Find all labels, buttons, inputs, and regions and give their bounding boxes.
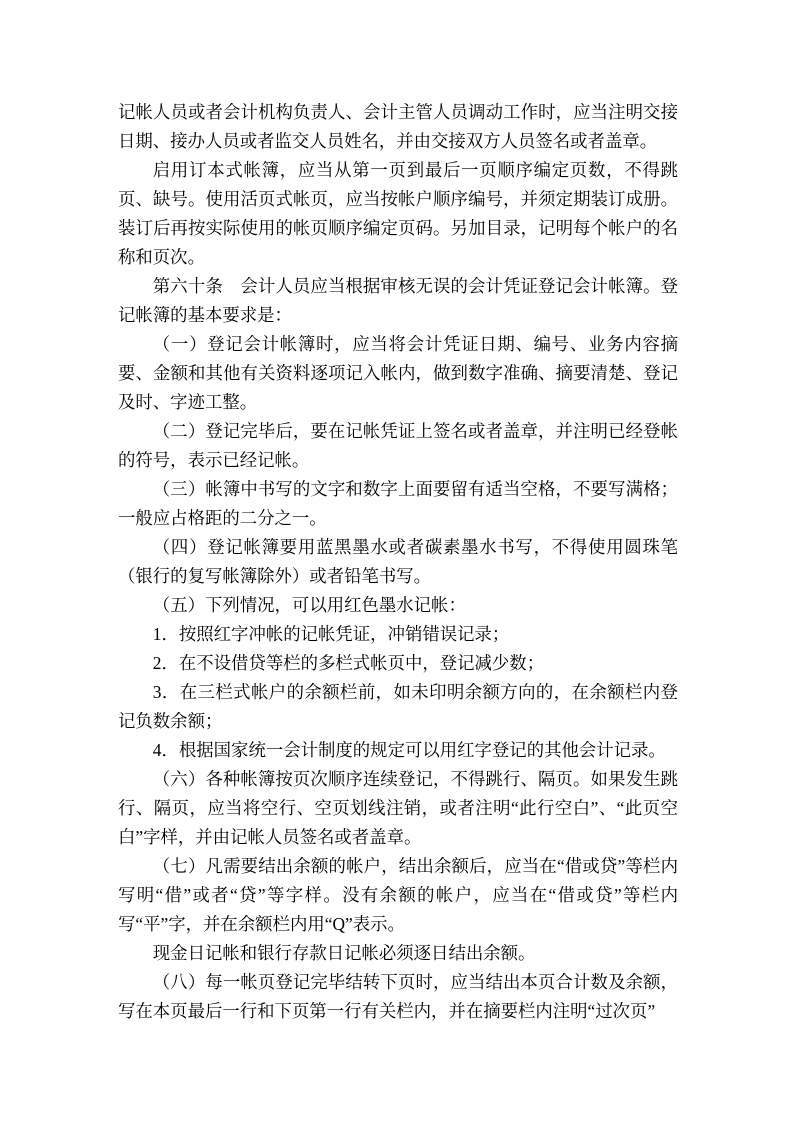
paragraph-item-5-sub-4: 4．根据国家统一会计制度的规定可以用红字登记的其他会计记录。 (152, 740, 666, 760)
paragraph-item-2: （二）登记完毕后，要在记帐凭证上签名或者盖章，并注明已经登帐的符号，表示已经记帐。 (118, 421, 678, 470)
paragraph-bound-books-numbering: 启用订本式帐簿，应当从第一页到最后一页顺序编定页数，不得跳页、缺号。使用活页式帐页，应当按帐户顺序编号，并须定期装订成册。装订后再按实际使用的帐页顺序编定页码。另加目录，记明每个帐户的名称和页次。 (118, 160, 678, 267)
paragraph-article-60-intro: 第六十条 会计人员应当根据审核无误的会计凭证登记会计帐簿。登记帐簿的基本要求是： (118, 276, 678, 325)
document-body (118, 98, 678, 1026)
paragraph-item-4: （四）登记帐簿要用蓝黑墨水或者碳素墨水书写，不得使用圆珠笔（银行的复写帐簿除外）或者铅笔书写。 (118, 537, 678, 586)
paragraph-item-5-sub-3: 3．在三栏式帐户的余额栏前，如未印明余额方向的，在余额栏内登记负数余额； (118, 682, 678, 731)
paragraph-item-5-sub-1: 1．按照红字冲帐的记帐凭证，冲销错误记录； (152, 624, 510, 644)
paragraph-item-6: （六）各种帐簿按页次顺序连续登记，不得跳行、隔页。如果发生跳行、隔页，应当将空行、空页划线注销，或者注明“此行空白”、“此页空白”字样，并由记帐人员签名或者盖章。 (118, 769, 678, 847)
paragraph-item-7: （七）凡需要结出余额的帐户，结出余额后，应当在“借或贷”等栏内写明“借”或者“贷”等字样。没有余额的帐户，应当在“借或贷”等栏内写“平”字，并在余额栏内用“Q”表示。 (118, 856, 678, 934)
paragraph-item-1: （一）登记会计帐簿时，应当将会计凭证日期、编号、业务内容摘要、金额和其他有关资料逐项记入帐内，做到数字准确、摘要清楚、登记及时、字迹工整。 (118, 334, 678, 412)
paragraph-item-3: （三）帐簿中书写的文字和数字上面要留有适当空格，不要写满格；一般应占格距的二分之一。 (118, 479, 678, 528)
paragraph-item-5-sub-2: 2．在不设借贷等栏的多栏式帐页中，登记减少数； (152, 653, 545, 673)
paragraph-handover-continuation: 记帐人员或者会计机构负责人、会计主管人员调动工作时，应当注明交接日期、接办人员或者监交人员姓名，并由交接双方人员签名或者盖章。 (118, 102, 678, 151)
paragraph-item-8: （八）每一帐页登记完毕结转下页时，应当结出本页合计数及余额，写在本页最后一行和下页第一行有关栏内，并在摘要栏内注明“过次页” (118, 972, 678, 1021)
paragraph-item-5: （五）下列情况，可以用红色墨水记帐： (152, 595, 466, 615)
paragraph-daily-balance: 现金日记帐和银行存款日记帐必须逐日结出余额。 (152, 943, 536, 963)
